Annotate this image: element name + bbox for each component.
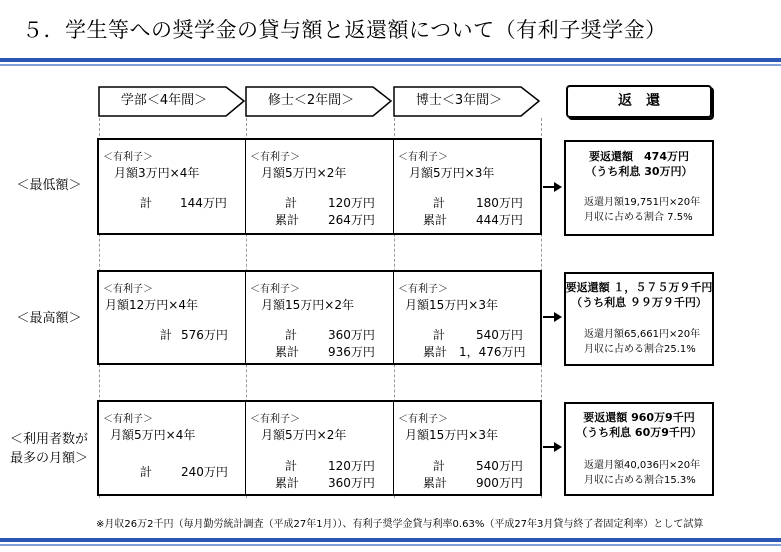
cell-total: 120万円 bbox=[328, 196, 375, 210]
cell-divider bbox=[393, 400, 394, 496]
header-master: 修士＜2年間＞ bbox=[267, 93, 355, 108]
cell-tag: ＜有利子＞ bbox=[398, 414, 448, 425]
cell-monthly: 月額15万円×2年 bbox=[261, 298, 354, 312]
cell-total: 540万円 bbox=[476, 328, 523, 342]
repay-interest: （うち利息 30万円） bbox=[585, 165, 693, 178]
cell-total: 360万円 bbox=[328, 328, 375, 342]
cell-cum-label: 累計 bbox=[423, 345, 448, 359]
cell-cum: 1，476万円 bbox=[459, 345, 526, 359]
header-doctor: 博士＜3年間＞ bbox=[415, 93, 503, 108]
header-undergrad: 学部＜4年間＞ bbox=[120, 93, 208, 108]
cell-total: 144万円 bbox=[180, 196, 227, 210]
cell-monthly: 月額15万円×3年 bbox=[405, 428, 498, 442]
cell-divider bbox=[393, 138, 394, 235]
cell-tag: ＜有利子＞ bbox=[250, 414, 300, 425]
repay-monthly: 返還月額65,661円×20年 bbox=[584, 329, 701, 340]
repay-amount: 要返還額 960万9千円 bbox=[583, 411, 695, 424]
repay-amount: 要返還額 474万円 bbox=[589, 150, 689, 163]
cell-tag: ＜有利子＞ bbox=[250, 284, 300, 295]
cell-divider bbox=[393, 270, 394, 365]
cell-tag: ＜有利子＞ bbox=[103, 284, 153, 295]
title-rule bbox=[0, 58, 781, 62]
cell-monthly: 月額12万円×4年 bbox=[105, 298, 198, 312]
title-rule-thin bbox=[0, 64, 781, 66]
arrow-right-icon bbox=[554, 312, 562, 322]
header-repay: 返 還 bbox=[618, 93, 660, 109]
repay-monthly: 返還月額19,751円×20年 bbox=[584, 197, 701, 208]
cell-cum-label: 累計 bbox=[423, 213, 448, 227]
page-title: ５．学生等への奨学金の貸与額と返還額について（有利子奨学金） bbox=[22, 18, 667, 42]
cell-total-label: 計 bbox=[140, 465, 153, 479]
cell-total-label: 計 bbox=[140, 196, 153, 210]
cell-monthly: 月額5万円×2年 bbox=[261, 166, 347, 180]
cell-monthly: 月額3万円×4年 bbox=[114, 166, 200, 180]
repay-amount: 要返還額 １，５７５万９千円 bbox=[565, 281, 713, 294]
repay-ratio: 月収に占める割合15.3% bbox=[584, 475, 696, 486]
row-label-common-1: ＜利用者数が bbox=[9, 432, 88, 447]
cell-tag: ＜有利子＞ bbox=[398, 152, 448, 163]
cell-cum: 936万円 bbox=[328, 345, 375, 359]
arrow-right-icon bbox=[554, 182, 562, 192]
cell-cum-label: 累計 bbox=[275, 345, 300, 359]
row-label-common-2: 最多の月額＞ bbox=[9, 451, 88, 466]
cell-cum-label: 累計 bbox=[275, 213, 300, 227]
cell-cum: 360万円 bbox=[328, 476, 375, 490]
cell-total-label: 計 bbox=[285, 196, 298, 210]
cell-total: 540万円 bbox=[476, 459, 523, 473]
footer-rule bbox=[0, 538, 781, 542]
cell-total-label: 計 bbox=[285, 328, 298, 342]
cell-cum: 444万円 bbox=[476, 213, 523, 227]
cell-total-label: 計 bbox=[433, 459, 446, 473]
cell-tag: ＜有利子＞ bbox=[103, 414, 153, 425]
footer-rule-thin bbox=[0, 544, 781, 546]
cell-total: 240万円 bbox=[181, 465, 228, 479]
cell-cum-label: 累計 bbox=[275, 476, 300, 490]
row-label-max: ＜最高額＞ bbox=[16, 311, 82, 326]
footnote: ※月収26万2千円（毎月勤労統計調査（平成27年1月））、有利子奨学金貸与利率0.63%（平成27年3月貸与終了者固定利率）として試算 bbox=[96, 519, 704, 530]
repay-ratio: 月収に占める割合 7.5% bbox=[584, 212, 693, 223]
cell-cum: 264万円 bbox=[328, 213, 375, 227]
cell-cum-label: 累計 bbox=[423, 476, 448, 490]
cell-total-label: 計 bbox=[160, 328, 173, 342]
cell-monthly: 月額5万円×4年 bbox=[110, 428, 196, 442]
repay-interest: （うち利息 60万9千円） bbox=[576, 426, 702, 439]
arrow-right-icon bbox=[554, 442, 562, 452]
cell-divider bbox=[245, 138, 246, 235]
repay-ratio: 月収に占める割合25.1% bbox=[584, 344, 696, 355]
row-label-min: ＜最低額＞ bbox=[16, 178, 82, 193]
repay-interest: （うち利息 ９９万９千円） bbox=[571, 296, 707, 309]
cell-tag: ＜有利子＞ bbox=[250, 152, 300, 163]
cell-cum: 900万円 bbox=[476, 476, 523, 490]
cell-tag: ＜有利子＞ bbox=[103, 152, 153, 163]
cell-total: 576万円 bbox=[181, 328, 228, 342]
cell-monthly: 月額5万円×3年 bbox=[409, 166, 495, 180]
cell-divider bbox=[245, 400, 246, 496]
cell-total: 180万円 bbox=[476, 196, 523, 210]
cell-total-label: 計 bbox=[433, 196, 446, 210]
repay-monthly: 返還月額40,036円×20年 bbox=[584, 460, 701, 471]
cell-divider bbox=[245, 270, 246, 365]
cell-monthly: 月額15万円×3年 bbox=[405, 298, 498, 312]
cell-tag: ＜有利子＞ bbox=[398, 284, 448, 295]
cell-monthly: 月額5万円×2年 bbox=[261, 428, 347, 442]
cell-total: 120万円 bbox=[328, 459, 375, 473]
cell-total-label: 計 bbox=[433, 328, 446, 342]
cell-total-label: 計 bbox=[285, 459, 298, 473]
